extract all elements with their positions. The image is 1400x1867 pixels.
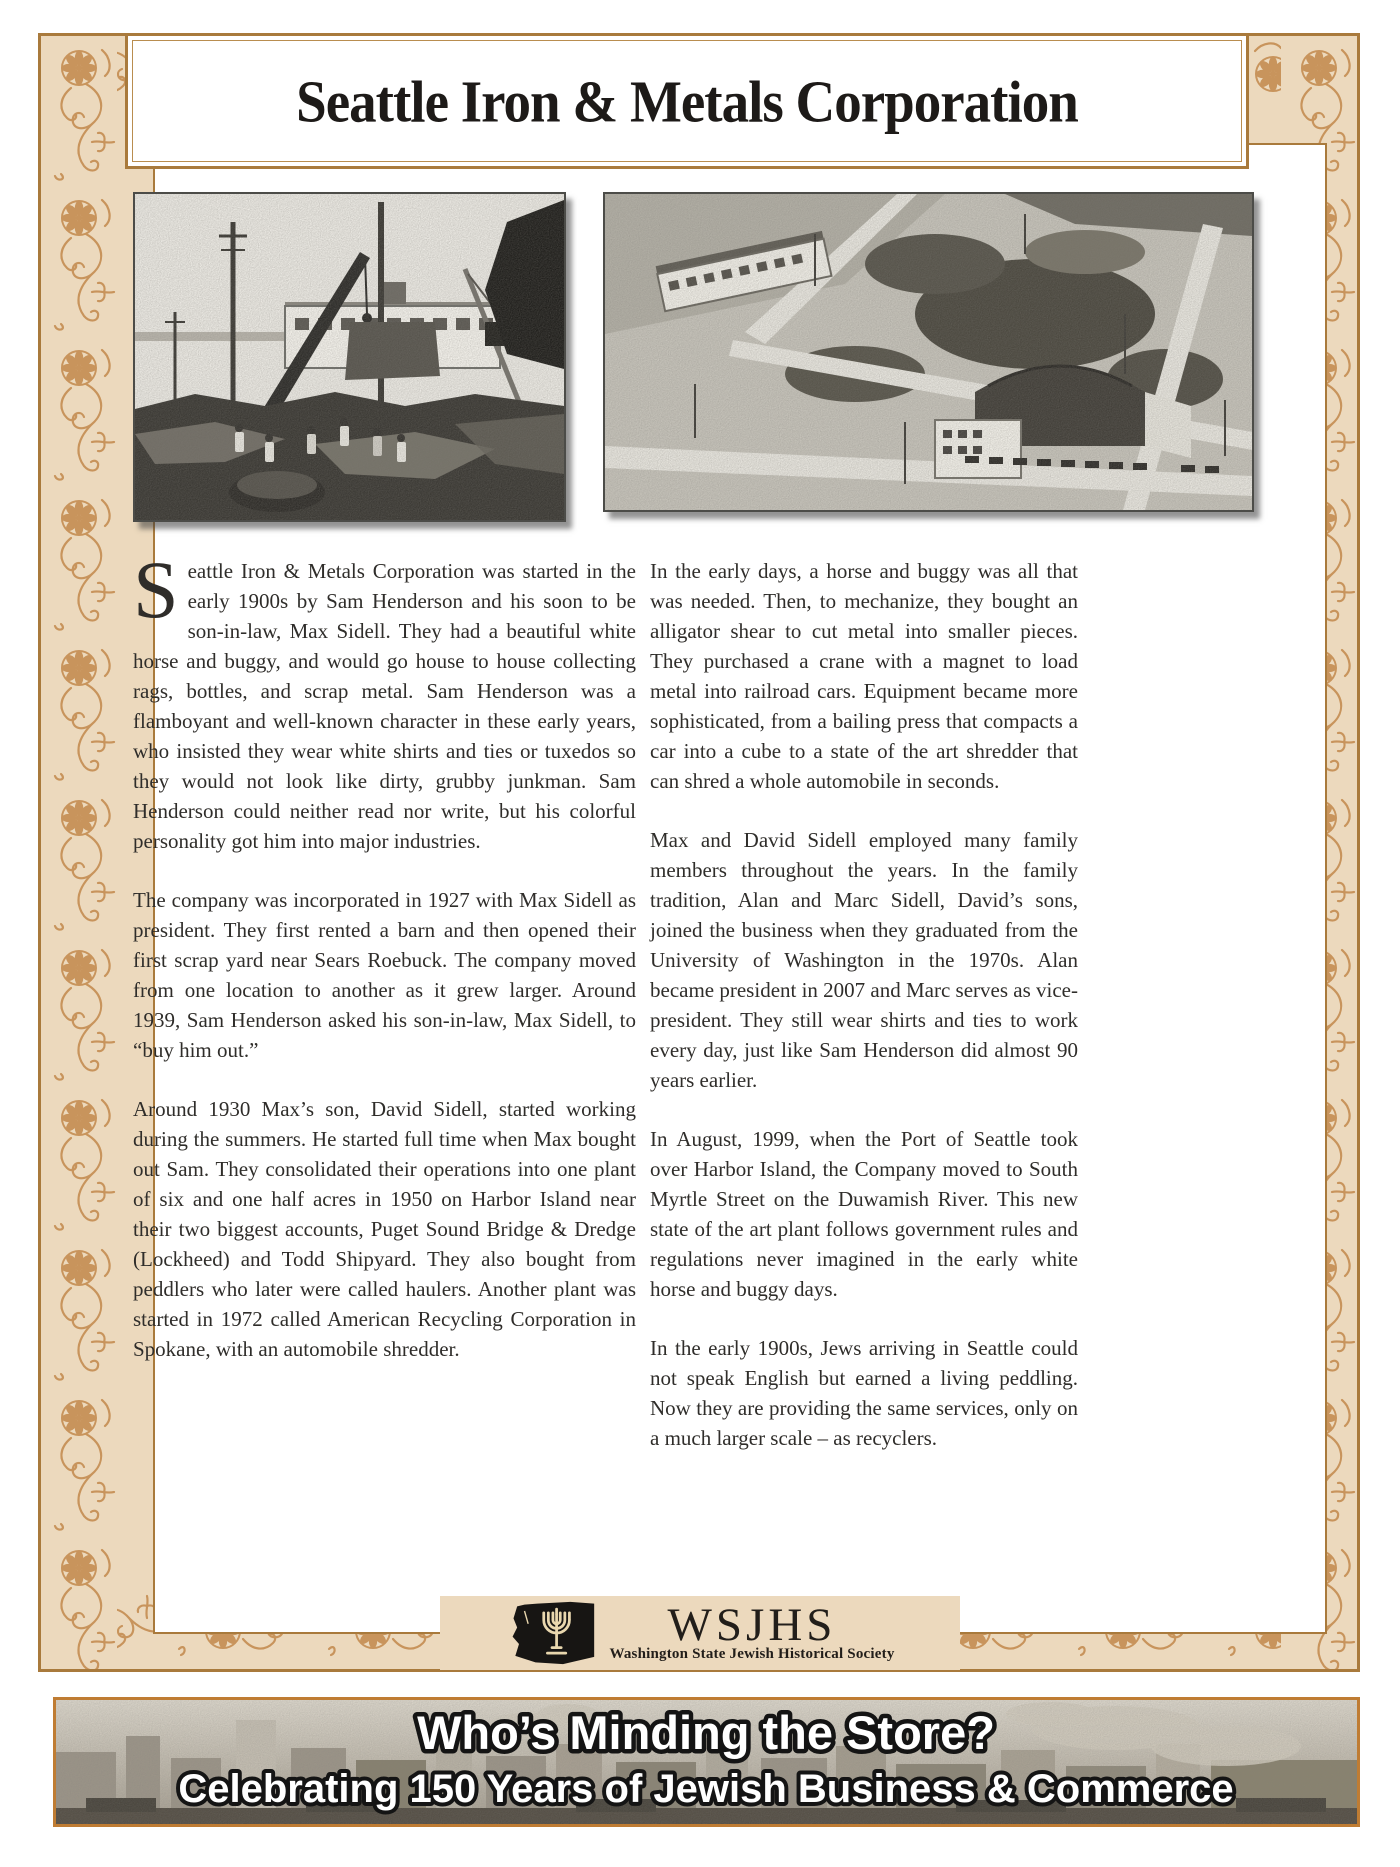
paragraph: Around 1930 Max’s son, David Sidell, started working during the summers. He started full time when Max bought out Sam. They consolidated their operations into one plant of six and one half acres in 1950 on Harbor Island near their two biggest accounts, Puget Sound Bridge & Dredge (Lockheed) and Todd Shipyard. They also bought from peddlers who later were called haulers. Another plant was started in 1972 called American Recycling Corporation in Spokane, with an automobile shredder. [133,1097,636,1361]
drop-cap: S [133,544,179,635]
wsjhs-full-name: Washington State Jewish Historical Society [609,1645,895,1662]
ornament-border-left [41,36,117,1669]
wsjhs-logo-texts [609,1598,895,1663]
paragraph [133,544,636,856]
washington-state-icon [505,1600,599,1666]
paragraph: Max and David Sidell employed many family members throughout the years. In the family tradition, Alan and Marc Sidell, David’s sons, joined the business when they graduated from the University of Washington in the 1970s. Alan became president in 2007 and Marc serves as vice-president. They still wear shirts and ties to work every day, just like Sam Henderson did almost 90 years earlier. [650,828,1078,1092]
photo-aerial-illustration [605,194,1252,510]
exhibit-banner [53,1697,1360,1827]
banner-line2: Celebrating 150 Years of Jewish Business & Commerce [178,1767,1234,1811]
article-left-column [133,544,636,1393]
wsjhs-logo [440,1596,960,1670]
photo-scrapyard-illustration [135,194,564,520]
page-title: Seattle Iron & Metals Corporation [296,68,1078,134]
title-box-inner-border [132,40,1242,162]
paragraph: In the early 1900s, Jews arriving in Seattle could not speak English but earned a living peddling. Now they are providing the same services, only on a much larger scale – as recyclers. [650,1336,1078,1450]
photo-scrapyard-workers [133,192,566,522]
article-right-column [650,556,1078,1482]
photo-aerial-scrapyard [603,192,1254,512]
wsjhs-acronym: WSJHS [667,1598,837,1651]
paragraph-text: eattle Iron & Metals Corporation was started in the early 1900s by Sam Henderson and his soon to be son-in-law, Max Sidell. They had a beautiful white horse and buggy, and would go house to house collecting rags, bottles, and scrap metal. Sam Henderson was a flamboyant and well-known character in these early years, who insisted they wear white shirts and ties or tuxedos so they would not look like dirty, grubby junkman. Sam Henderson could neither read nor write, but his colorful personality got him into major industries. [133,559,636,853]
banner-line1: Who’s Minding the Store? [417,1706,995,1759]
title-box [125,33,1249,169]
city-panorama-illustration [56,1700,1357,1824]
paragraph: The company was incorporated in 1927 with Max Sidell as president. They first rented a barn and then opened their first scrap yard near Sears Roebuck. The company moved from one location to another as it grew larger. Around 1939, Sam Henderson asked his son-in-law, Max Sidell, to “buy him out.” [133,888,636,1062]
paragraph: In August, 1999, when the Port of Seattle took over Harbor Island, the Company moved to South Myrtle Street on the Duwamish River. This new state of the art plant follows government rules and regulations never imagined in the early white horse and buggy days. [650,1127,1078,1301]
paragraph: In the early days, a horse and buggy was all that was needed. Then, to mechanize, they bought an alligator shear to cut metal into smaller pieces. They purchased a crane with a magnet to load metal into railroad cars. Equipment became more sophisticated, from a bailing press that compacts a car into a cube to a state of the art shredder that can shred a whole automobile in seconds. [650,559,1078,793]
